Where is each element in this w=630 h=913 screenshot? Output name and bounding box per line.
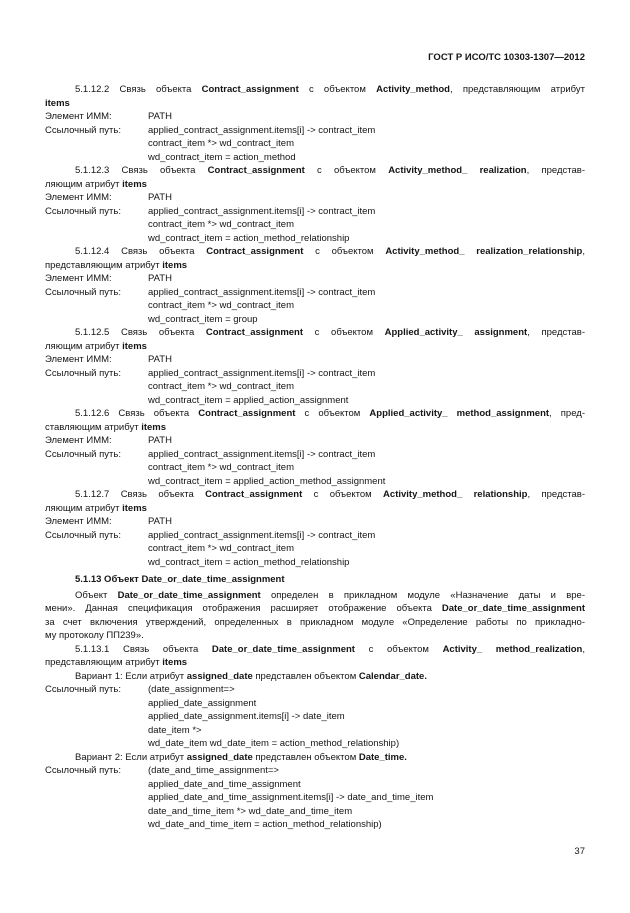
text-run: представляющим атрибут	[45, 657, 163, 668]
bold-run: Contract_assignment	[205, 327, 304, 338]
reference-path-row	[45, 529, 585, 570]
bold-run: Contract_assignment	[205, 489, 303, 500]
kv-value-line: contract_item *> wd_contract_item	[148, 381, 294, 392]
text-line	[45, 83, 585, 97]
bold-run: items	[122, 340, 147, 352]
heading-5-1-12-7	[45, 488, 585, 515]
variant-2-line	[45, 751, 585, 765]
bold-run: Activity_method_ realization	[388, 165, 527, 176]
text-line	[45, 751, 585, 765]
text-run: 5.1.12.5 Связь объекта	[75, 327, 206, 338]
kv-value-line: wd_contract_item = action_method	[148, 151, 296, 163]
text-line	[45, 164, 585, 178]
text-line	[45, 245, 585, 259]
reference-path-row	[45, 124, 585, 165]
text-run: с объектом	[303, 246, 386, 257]
bold-run: Date_or_date_time_assignment	[441, 603, 585, 614]
bold-run: Date_time.	[358, 751, 407, 763]
kv-value-line: applied_contract_assignment.items[i] -> contract_item	[148, 286, 376, 298]
text-line	[45, 656, 585, 670]
reference-path-row	[45, 764, 585, 832]
bold-run: items	[122, 502, 147, 514]
kv-value-line: PATH	[148, 111, 172, 122]
text-run: Вариант 2: Если атрибут	[75, 751, 187, 763]
text-line	[45, 629, 585, 643]
text-line	[45, 573, 585, 587]
heading-5-1-13	[45, 573, 585, 587]
reference-path-row	[45, 367, 585, 408]
kv-value-line: contract_item *> wd_contract_item	[148, 138, 294, 149]
kv-label: Элемент ИММ:	[45, 273, 112, 284]
kv-value-line: wd_contract_item = action_method_relationship	[148, 556, 350, 568]
kv-value-line: wd_date_and_time_item = action_method_relationship)	[148, 819, 382, 830]
kv-label: Ссылочный путь:	[45, 448, 121, 460]
kv-value-line: applied_date_assignment	[148, 697, 257, 709]
text-run: с объектом	[354, 643, 443, 655]
kv-value-line: applied_date_assignment.items[i] -> date_item	[148, 711, 345, 722]
text-run: представлен объектом	[252, 751, 359, 763]
imm-element-row	[45, 434, 585, 448]
text-run: 5.1.12.7 Связь объекта	[75, 489, 206, 500]
text-line	[45, 589, 585, 603]
kv-value-line: applied_contract_assignment.items[i] -> contract_item	[148, 448, 376, 460]
text-run: 5.1.12.4 Связь объекта	[75, 246, 207, 257]
text-run: му протоколу ПП239».	[45, 630, 144, 641]
bold-run: Contract_assignment	[207, 165, 305, 176]
bold-run: Contract_assignment	[201, 84, 299, 95]
bold-run: items	[162, 657, 188, 668]
kv-value-line: date_item *>	[148, 724, 202, 736]
bold-run: items	[141, 421, 167, 433]
text-line	[45, 326, 585, 340]
kv-label: Ссылочный путь:	[45, 124, 121, 136]
kv-value	[148, 367, 585, 408]
bold-run: assigned_date	[186, 751, 253, 763]
heading-5-1-12-5	[45, 326, 585, 353]
kv-value-line: wd_date_item wd_date_item = action_method_relationship)	[148, 738, 400, 749]
kv-value-line: date_and_time_item *> wd_date_and_time_item	[148, 805, 353, 817]
kv-value	[148, 448, 585, 489]
text-run: с объектом	[298, 84, 377, 95]
text-run: , пред-	[549, 408, 585, 419]
kv-value-line: (date_and_time_assignment=>	[148, 765, 279, 776]
imm-element-row	[45, 110, 585, 124]
kv-label: Элемент ИММ:	[45, 192, 112, 203]
bold-run: items	[45, 97, 70, 109]
kv-label: Элемент ИММ:	[45, 516, 112, 527]
text-run: ляющим атрибут	[45, 502, 123, 514]
bold-run: Contract_assignment	[198, 408, 296, 419]
kv-value-line: PATH	[148, 354, 172, 365]
kv-value-line: applied_contract_assignment.items[i] -> contract_item	[148, 529, 376, 541]
text-run: , представляющим атрибут	[449, 84, 585, 95]
imm-element-row	[45, 515, 585, 529]
standard-number: ГОСТ Р ИСО/ТС 10303-1307—2012	[428, 52, 585, 63]
bold-run: Calendar_date.	[358, 670, 427, 682]
kv-label: Ссылочный путь:	[45, 205, 121, 217]
bold-run: Applied_activity_ method_assignment	[369, 408, 550, 419]
kv-value	[148, 205, 585, 246]
kv-value	[148, 272, 585, 286]
kv-value	[148, 515, 585, 529]
text-run: определен в прикладном модуле «Назначение даты и вре-	[260, 589, 585, 601]
bold-run: Contract_assignment	[206, 246, 304, 257]
text-run: представляющим атрибут	[45, 259, 163, 271]
kv-value-line: PATH	[148, 435, 172, 446]
kv-value-line: applied_date_and_time_assignment.items[i] -> date_and_time_item	[148, 792, 434, 803]
kv-value-line: wd_contract_item = action_method_relationship	[148, 232, 350, 244]
kv-value-line: applied_date_and_time_assignment	[148, 778, 301, 790]
bold-run: Activity_ method_realization	[442, 643, 583, 655]
text-run: , представ-	[527, 489, 585, 500]
text-line	[45, 178, 585, 192]
imm-element-row	[45, 353, 585, 367]
kv-value-line: contract_item *> wd_contract_item	[148, 543, 294, 554]
kv-label: Элемент ИММ:	[45, 435, 112, 446]
kv-label: Ссылочный путь:	[45, 765, 121, 776]
imm-element-row	[45, 272, 585, 286]
bold-run: Applied_activity_ assignment	[384, 327, 528, 338]
text-run: 5.1.13.1 Связь объекта	[75, 643, 212, 655]
imm-element-row	[45, 191, 585, 205]
document-header	[45, 52, 585, 63]
kv-value-line: contract_item *> wd_contract_item	[148, 300, 294, 311]
kv-value-line: wd_contract_item = applied_action_assignment	[148, 394, 349, 406]
variant-1-line	[45, 670, 585, 684]
text-line	[45, 340, 585, 354]
bold-run: assigned_date	[186, 670, 253, 682]
text-line	[45, 421, 585, 435]
kv-value-line: contract_item *> wd_contract_item	[148, 219, 294, 230]
heading-5-1-13-1	[45, 643, 585, 670]
text-run: за счет включения утверждений, определенных в прикладном модуле «Определение работы по прикладно-	[45, 616, 585, 628]
bold-run: Date_or_date_time_assignment	[117, 589, 261, 601]
bold-run: Activity_method	[376, 84, 450, 95]
text-run: 5.1.12.6 Связь объекта	[75, 408, 199, 419]
kv-value	[148, 683, 585, 751]
text-run: 5.1.12.2 Связь объекта	[75, 84, 202, 95]
text-line	[45, 602, 585, 616]
document-footer	[45, 846, 585, 857]
kv-value	[148, 529, 585, 570]
text-line	[45, 407, 585, 421]
kv-label: Ссылочный путь:	[45, 367, 121, 379]
bold-run: Activity_method_ realization_relationship	[385, 246, 583, 257]
kv-value	[148, 110, 585, 124]
heading-5-1-12-6	[45, 407, 585, 434]
kv-value	[148, 434, 585, 448]
kv-value-line: PATH	[148, 273, 172, 284]
kv-value-line: (date_assignment=>	[148, 684, 235, 695]
kv-value	[148, 353, 585, 367]
reference-path-row	[45, 286, 585, 327]
reference-path-row	[45, 205, 585, 246]
kv-value-line: PATH	[148, 192, 172, 203]
text-run: , представ-	[526, 165, 585, 176]
text-run: ляющим атрибут	[45, 340, 123, 352]
kv-value-line: contract_item *> wd_contract_item	[148, 462, 294, 473]
kv-value-line: applied_contract_assignment.items[i] -> contract_item	[148, 205, 376, 217]
kv-value	[148, 286, 585, 327]
bold-run: Activity_method_ relationship	[383, 489, 528, 500]
kv-label: Элемент ИММ:	[45, 111, 112, 122]
kv-value-line: PATH	[148, 516, 172, 527]
heading-5-1-12-2	[45, 83, 585, 110]
kv-value-line: applied_contract_assignment.items[i] -> contract_item	[148, 124, 376, 136]
text-run: представлен объектом	[252, 670, 359, 682]
kv-label: Ссылочный путь:	[45, 286, 121, 298]
text-run: ,	[582, 246, 585, 257]
kv-label: Ссылочный путь:	[45, 684, 121, 695]
text-line	[45, 488, 585, 502]
bold-run: items	[122, 178, 147, 190]
kv-value	[148, 124, 585, 165]
kv-label: Ссылочный путь:	[45, 529, 121, 541]
text-line	[45, 616, 585, 630]
text-run: Объект	[75, 589, 118, 601]
bold-run: items	[162, 259, 188, 271]
document-body	[45, 83, 585, 832]
bold-run: 5.1.13 Объект Date_or_date_time_assignment	[75, 574, 285, 585]
kv-value	[148, 764, 585, 832]
page-number: 37	[574, 846, 585, 857]
text-line	[45, 670, 585, 684]
heading-5-1-12-4	[45, 245, 585, 272]
text-line	[45, 259, 585, 273]
text-run: с объектом	[295, 408, 370, 419]
reference-path-row	[45, 683, 585, 751]
reference-path-row	[45, 448, 585, 489]
text-run: ставляющим атрибут	[45, 421, 142, 433]
text-run: с объектом	[303, 327, 385, 338]
text-run: ляющим атрибут	[45, 178, 123, 190]
kv-value-line: wd_contract_item = applied_action_method_assignment	[148, 475, 386, 487]
kv-value-line: wd_contract_item = group	[148, 313, 258, 325]
text-run: с объектом	[304, 165, 389, 176]
bold-run: Date_or_date_time_assignment	[211, 643, 355, 655]
text-line	[45, 643, 585, 657]
kv-value-line: applied_contract_assignment.items[i] -> contract_item	[148, 367, 376, 379]
kv-value	[148, 191, 585, 205]
text-run: ,	[582, 643, 585, 655]
text-line	[45, 97, 585, 111]
paragraph-5-1-13	[45, 589, 585, 643]
heading-5-1-12-3	[45, 164, 585, 191]
kv-label: Элемент ИММ:	[45, 354, 112, 365]
text-run: с объектом	[302, 489, 384, 500]
text-line	[45, 502, 585, 516]
text-run: 5.1.12.3 Связь объекта	[75, 165, 208, 176]
text-run: Вариант 1: Если атрибут	[75, 670, 187, 682]
text-run: , представ-	[527, 327, 585, 338]
text-run: мени». Данная спецификация отображения расширяет отображение объекта	[45, 603, 442, 614]
